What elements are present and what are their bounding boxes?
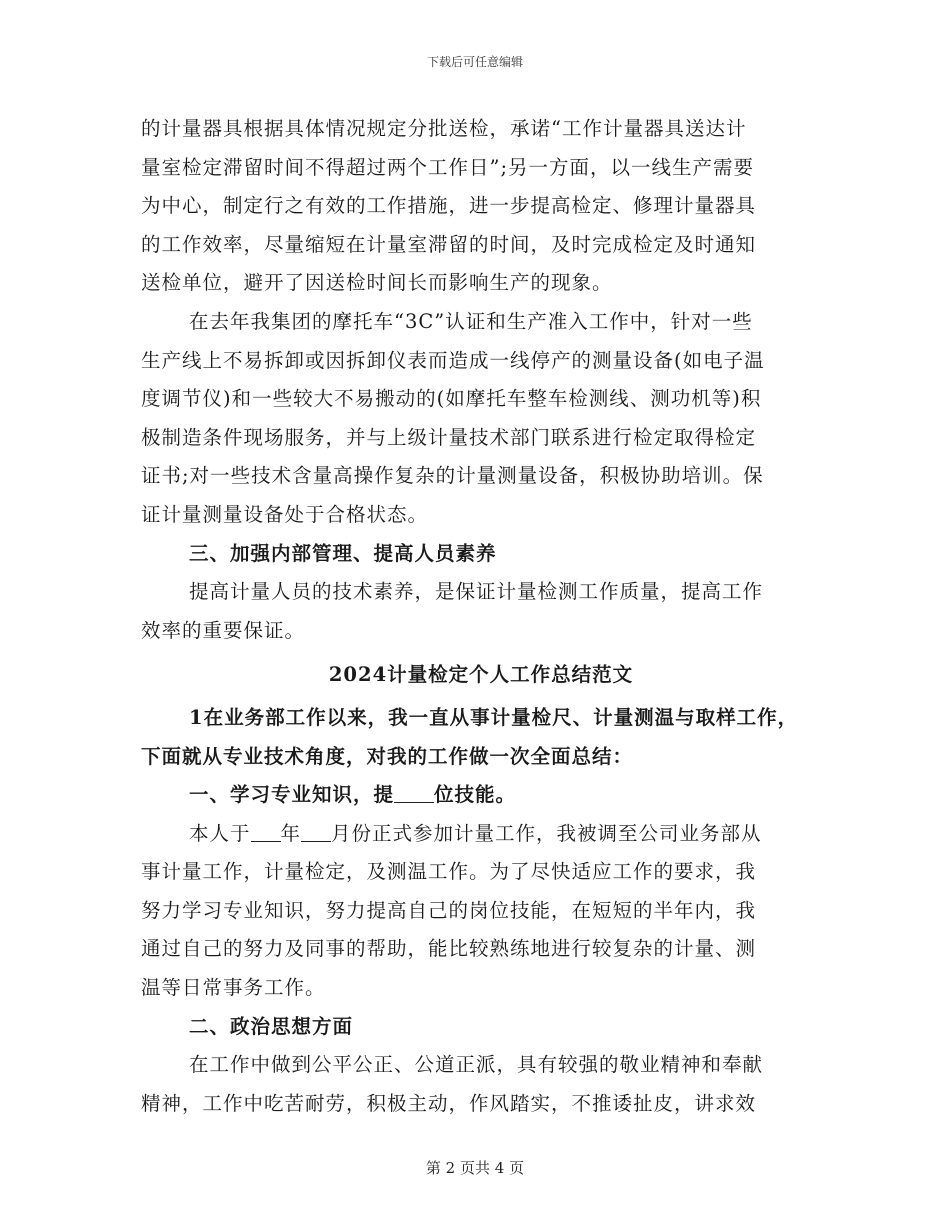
intro-paragraph [141, 699, 821, 776]
text-line: 努力学习专业知识，努力提高自己的岗位技能，在短短的半年内，我 [141, 898, 757, 922]
section-heading-3: 三、加强内部管理、提高人员素养 [189, 541, 497, 565]
text-line: 证计量测量设备处于合格状态。 [141, 502, 429, 526]
paragraph-continued [141, 110, 821, 303]
text-line: 在去年我集团的摩托车“3C”认证和生产准入工作中，针对一些 [189, 309, 753, 333]
page-header: 下载后可任意编辑 [426, 55, 523, 69]
paragraph-3c-certification [141, 303, 821, 535]
text-line: 的计量器具根据具体情况规定分批送检，承诺“工作计量器具送达计 [141, 117, 747, 140]
section-heading-2: 二、政治思想方面 [189, 1014, 354, 1038]
text-line: 的工作效率，尽量缩短在计量室滞留的时间，及时完成检定及时通知 [141, 232, 757, 256]
heading-text: 一、学习专业知识，提 [189, 783, 395, 807]
text-line: 效率的重要保证。 [141, 618, 306, 642]
text-fragment: 年 [280, 821, 302, 845]
text-line: 在工作中做到公平公正、公道正派，具有较强的敬业精神和奉献 [189, 1053, 764, 1077]
paragraph-staff-quality [141, 573, 821, 650]
blank-underline [394, 784, 434, 803]
text-line: 事计量工作，计量检定，及测温工作。为了尽快适应工作的要求，我 [141, 860, 757, 884]
blank-underline [301, 823, 331, 842]
text-fragment: 月份正式参加计量工作，我被调至公司业务部从 [331, 821, 762, 845]
text-line: 通过自己的努力及同事的帮助，能比较熟练地进行较复杂的计量、测 [141, 937, 757, 961]
section-heading-1 [141, 776, 821, 815]
text-line: 送检单位，避开了因送检时间长而影响生产的现象。 [141, 271, 613, 295]
text-line: 证书;对一些技术含量高操作复杂的计量测量设备，积极协助培训。保 [141, 464, 764, 488]
text-line: 度调节仪)和一些较大不易搬动的(如摩托车整车检测线、测功机等)积 [141, 387, 762, 411]
text-line: 下面就从专业技术角度，对我的工作做一次全面总结： [141, 744, 634, 768]
text-line: 极制造条件现场服务，并与上级计量技术部门联系进行检定取得检定 [141, 425, 757, 449]
text-line: 温等日常事务工作。 [141, 976, 326, 1000]
text-line [141, 815, 821, 854]
blank-underline [251, 823, 281, 842]
text-line: 精神，工作中吃苦耐劳，积极主动，作风踏实，不推诿扯皮，讲求效 [141, 1091, 757, 1115]
page-footer: 第 2 页共 4 页 [425, 1159, 525, 1177]
document-body [141, 110, 821, 1123]
text-line: 提高计量人员的技术素养，是保证计量检测工作质量，提高工作 [189, 580, 764, 604]
paragraph-study [141, 815, 821, 1008]
document-title: 2024计量检定个人工作总结范文 [328, 663, 634, 687]
text-line: 为中心，制定行之有效的工作措施，进一步提高检定、修理计量器具 [141, 194, 757, 218]
text-line: 量室检定滞留时间不得超过两个工作日”;另一方面，以一线生产需要 [141, 155, 755, 179]
paragraph-political [141, 1046, 821, 1123]
heading-text: 位技能。 [434, 783, 517, 807]
text-line: 生产线上不易拆卸或因拆卸仪表而造成一线停产的测量设备(如电子温 [141, 348, 765, 372]
text-line: 1在业务部工作以来，我一直从事计量检尺、计量测温与取样工作， [189, 705, 799, 729]
text-fragment: 本人于 [189, 821, 251, 845]
